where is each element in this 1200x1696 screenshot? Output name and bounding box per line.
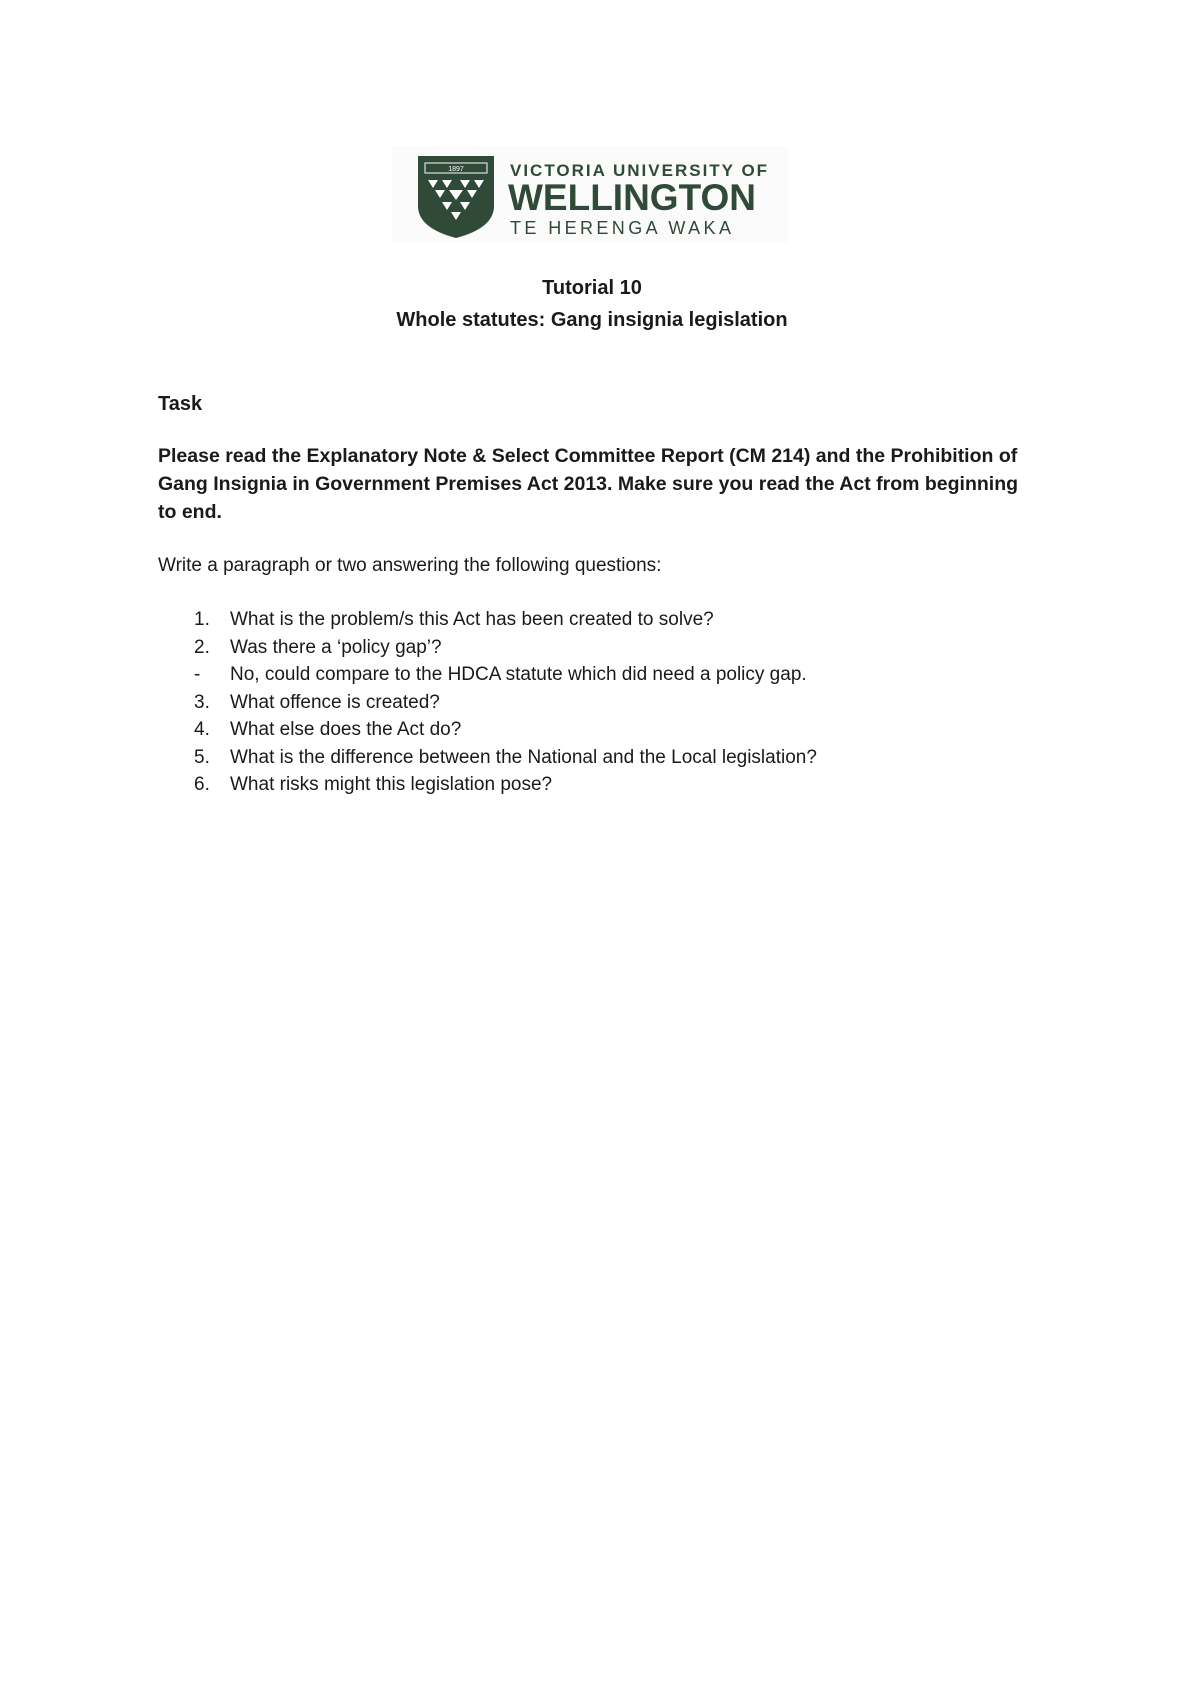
task-prompt: Write a paragraph or two answering the following questions: [158, 555, 662, 576]
question-text: What else does the Act do? [230, 719, 462, 740]
shield-year: 1897 [448, 166, 464, 173]
list-marker: - [194, 664, 201, 685]
logo-line-2: WELLINGTON [508, 177, 757, 218]
list-marker: 3. [194, 691, 210, 713]
list-item [158, 661, 1038, 689]
list-item [158, 716, 1038, 744]
list-item [158, 771, 1038, 799]
list-item [158, 606, 1038, 634]
question-list [158, 606, 1038, 799]
university-logo-graphic [392, 146, 788, 242]
question-text: What is the difference between the National and the Local legislation? [230, 746, 817, 768]
page-subtitle: Whole statutes: Gang insignia legislation [396, 309, 788, 331]
university-logo [392, 146, 788, 242]
question-text: What offence is created? [230, 691, 440, 713]
logo-line-3: TE HERENGA WAKA [510, 218, 735, 238]
title-block [0, 272, 1184, 336]
page-title: Tutorial 10 [542, 277, 642, 299]
list-marker: 5. [194, 746, 210, 768]
task-section [158, 390, 1038, 799]
question-text: What is the problem/s this Act has been created to solve? [230, 609, 714, 630]
answer-note: No, could compare to the HDCA statute which did need a policy gap. [230, 664, 807, 685]
list-marker: 2. [194, 636, 210, 658]
question-text: Was there a ‘policy gap’? [230, 636, 442, 658]
list-item [158, 744, 1038, 772]
list-marker: 4. [194, 719, 210, 740]
list-marker: 6. [194, 774, 210, 795]
list-marker: 1. [194, 609, 210, 630]
list-item [158, 634, 1038, 662]
list-item [158, 689, 1038, 717]
task-heading: Task [158, 393, 203, 415]
logo-line-1: VICTORIA UNIVERSITY OF [510, 161, 770, 180]
task-instruction: Please read the Explanatory Note & Select Committee Report (CM 214) and the Prohibition of Gang Insignia in Government Premises Act 2013. Make sure you read the Act from beginning to end. [158, 445, 1019, 523]
shield-icon [418, 156, 494, 238]
question-text: What risks might this legislation pose? [230, 774, 553, 795]
